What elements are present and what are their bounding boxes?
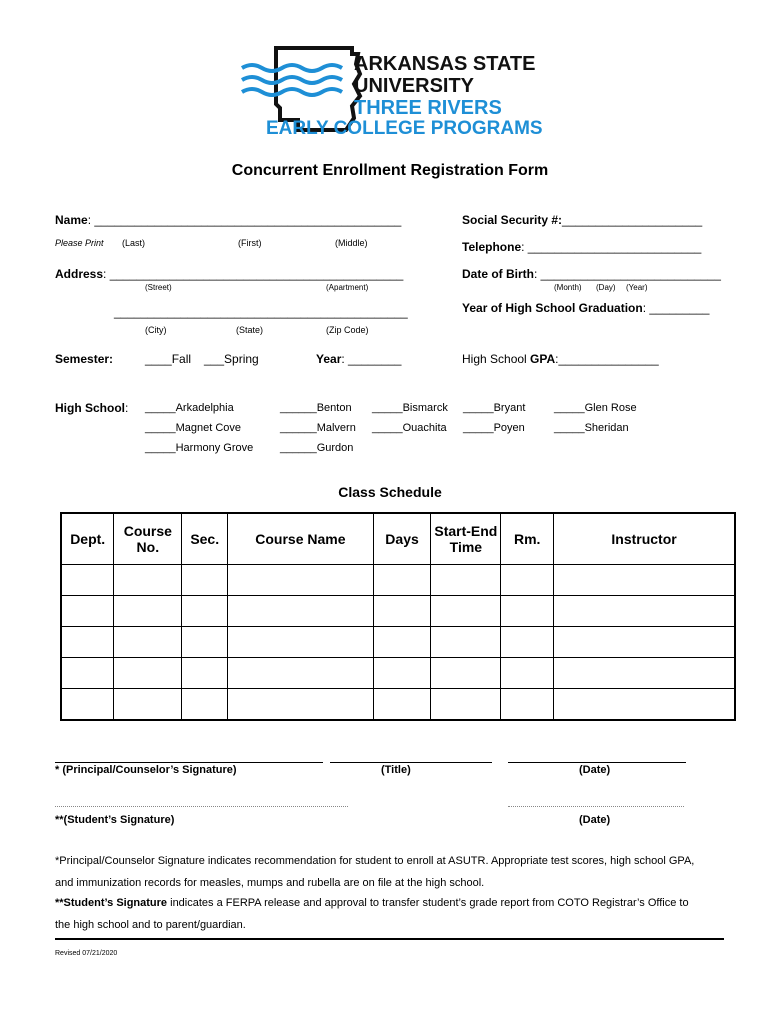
table-cell[interactable]: [373, 689, 431, 721]
table-cell[interactable]: [554, 627, 735, 658]
principal-signature-label: * (Principal/Counselor’s Signature): [55, 764, 237, 776]
graduation-line: : _________: [642, 301, 710, 315]
telephone-field[interactable]: [462, 240, 701, 254]
table-cell[interactable]: [114, 596, 182, 627]
table-cell[interactable]: [114, 658, 182, 689]
col-header-sec: Sec.: [182, 513, 228, 565]
table-row: [61, 689, 735, 721]
table-cell[interactable]: [228, 689, 373, 721]
school-option-ouachita[interactable]: _____Ouachita: [372, 422, 447, 434]
address-field[interactable]: [55, 267, 403, 281]
table-cell[interactable]: [182, 627, 228, 658]
col-header-days: Days: [373, 513, 431, 565]
table-cell[interactable]: [431, 596, 501, 627]
table-cell[interactable]: [182, 565, 228, 596]
name-line: : ______________________________________________: [87, 213, 402, 227]
table-cell[interactable]: [554, 689, 735, 721]
street-hint: (Street): [145, 283, 172, 292]
col-header-time: Start-End Time: [431, 513, 501, 565]
semester-year-label: Year: [316, 352, 342, 366]
col-header-room: Rm.: [501, 513, 554, 565]
telephone-line: : __________________________: [521, 240, 702, 254]
semester-fall-option[interactable]: ____Fall: [145, 352, 192, 366]
col-header-course-name: Course Name: [228, 513, 373, 565]
col-header-dept: Dept.: [61, 513, 114, 565]
note-student-text: indicates a FERPA release and approval to transfer student’s grade report from COTO Registrar’s Office to: [167, 897, 689, 909]
schedule-header-row: [61, 513, 735, 565]
table-row: [61, 565, 735, 596]
table-row: [61, 627, 735, 658]
dob-label: Date of Birth: [462, 267, 534, 281]
table-row: [61, 596, 735, 627]
note-student-bold: **Student’s Signature: [55, 897, 168, 909]
ssn-field[interactable]: [462, 213, 702, 227]
logo-line-4: EARLY COLLEGE PROGRAMS: [266, 118, 543, 139]
ssn-line: _____________________: [562, 213, 703, 227]
dob-line: : ___________________________: [534, 267, 721, 281]
table-cell[interactable]: [114, 627, 182, 658]
month-hint: (Month): [554, 283, 582, 292]
city-hint: (City): [145, 325, 167, 335]
gpa-field[interactable]: [462, 352, 659, 366]
address-line-1: : ____________________________________________: [103, 267, 404, 281]
apartment-hint: (Apartment): [326, 283, 369, 292]
table-cell[interactable]: [431, 658, 501, 689]
table-cell[interactable]: [373, 627, 431, 658]
table-cell[interactable]: [61, 689, 114, 721]
table-cell[interactable]: [182, 596, 228, 627]
schedule-title: Class Schedule: [338, 484, 442, 500]
table-cell[interactable]: [431, 627, 501, 658]
table-cell[interactable]: [228, 565, 373, 596]
ssn-label: Social Security #:: [462, 213, 563, 227]
table-cell[interactable]: [431, 689, 501, 721]
table-cell[interactable]: [373, 565, 431, 596]
high-school-label: High School:: [55, 401, 129, 415]
year-hint: (Year): [626, 283, 648, 292]
table-cell[interactable]: [373, 596, 431, 627]
logo-line-2: UNIVERSITY: [354, 75, 475, 97]
date-label-2: (Date): [579, 814, 611, 826]
table-cell[interactable]: [501, 689, 554, 721]
table-cell[interactable]: [61, 658, 114, 689]
gpa-label: GPA: [530, 352, 556, 366]
river-waves-icon: [240, 60, 360, 110]
table-cell[interactable]: [182, 689, 228, 721]
school-option-malvern[interactable]: ______Malvern: [280, 422, 356, 434]
first-hint: (First): [238, 238, 262, 248]
table-cell[interactable]: [228, 627, 373, 658]
school-option-bismarck[interactable]: _____Bismarck: [372, 402, 448, 414]
state-hint: (State): [236, 325, 264, 335]
school-option-glen-rose[interactable]: _____Glen Rose: [554, 402, 637, 414]
gpa-label-prefix: High School: [462, 352, 531, 366]
graduation-field[interactable]: [462, 301, 709, 315]
form-title: Concurrent Enrollment Registration Form: [231, 162, 549, 179]
table-cell[interactable]: [431, 565, 501, 596]
col-header-course-no: Course No.: [114, 513, 182, 565]
date-label-1: (Date): [579, 764, 611, 776]
table-cell[interactable]: [501, 627, 554, 658]
student-signature-label: **(Student’s Signature): [55, 814, 175, 826]
semester-year-field[interactable]: [316, 352, 401, 366]
logo-line-1: ARKANSAS STATE: [354, 53, 536, 75]
date-signature-line-1[interactable]: [508, 762, 686, 763]
principal-signature-line[interactable]: [55, 762, 323, 763]
table-cell[interactable]: [228, 596, 373, 627]
student-signature-line[interactable]: [55, 806, 348, 807]
table-cell[interactable]: [554, 565, 735, 596]
class-schedule-table: [60, 512, 736, 721]
table-cell[interactable]: [501, 658, 554, 689]
table-cell[interactable]: [182, 658, 228, 689]
logo-line-3: THREE RIVERS: [354, 97, 502, 119]
address-label: Address: [55, 267, 104, 281]
table-cell[interactable]: [554, 658, 735, 689]
name-field[interactable]: [55, 213, 401, 227]
title-signature-line[interactable]: [330, 762, 492, 763]
table-row: [61, 658, 735, 689]
logo: [240, 42, 543, 139]
day-hint: (Day): [596, 283, 616, 292]
date-signature-line-2[interactable]: [508, 806, 684, 807]
table-cell[interactable]: [114, 689, 182, 721]
please-print-hint: Please Print: [55, 238, 104, 248]
graduation-label: Year of High School Graduation: [462, 301, 643, 315]
note-student-line-1: [55, 897, 689, 909]
table-cell[interactable]: [228, 658, 373, 689]
school-option-arkadelphia[interactable]: _____Arkadelphia: [145, 402, 234, 414]
gpa-line: :_______________: [555, 352, 659, 366]
semester-year-line: : ________: [341, 352, 402, 366]
dob-field[interactable]: [462, 267, 721, 281]
table-cell[interactable]: [554, 596, 735, 627]
col-header-instructor: Instructor: [554, 513, 735, 565]
note-principal-line-1: *Principal/Counselor Signature indicates recommendation for student to enroll at ASUTR. Appropriate test scores, high school GPA,: [55, 855, 695, 867]
school-option-gurdon[interactable]: ______Gurdon: [280, 442, 354, 454]
table-cell[interactable]: [114, 565, 182, 596]
school-option-harmony-grove[interactable]: _____Harmony Grove: [145, 442, 254, 454]
semester-label: Semester:: [55, 352, 114, 366]
name-label: Name: [55, 213, 88, 227]
table-cell[interactable]: [501, 565, 554, 596]
table-cell[interactable]: [61, 627, 114, 658]
school-option-bryant[interactable]: _____Bryant: [463, 402, 526, 414]
school-option-magnet-cove[interactable]: _____Magnet Cove: [145, 422, 242, 434]
school-option-sheridan[interactable]: _____Sheridan: [554, 422, 629, 434]
note-principal-line-2: and immunization records for measles, mumps and rubella are on file at the high school.: [55, 877, 485, 889]
table-cell[interactable]: [61, 565, 114, 596]
table-cell[interactable]: [501, 596, 554, 627]
note-student-line-2: the high school and to parent/guardian.: [55, 919, 246, 931]
footer-rule: [55, 938, 724, 940]
revised-date: Revised 07/21/2020: [55, 950, 118, 957]
semester-spring-option[interactable]: ___Spring: [204, 352, 259, 366]
table-cell[interactable]: [61, 596, 114, 627]
last-hint: (Last): [122, 238, 146, 248]
middle-hint: (Middle): [335, 238, 368, 248]
school-option-benton[interactable]: ______Benton: [280, 402, 352, 414]
address-line-2[interactable]: ____________________________________________: [114, 305, 408, 319]
telephone-label: Telephone: [462, 240, 522, 254]
zip-hint: (Zip Code): [326, 325, 369, 335]
school-option-poyen[interactable]: _____Poyen: [463, 422, 525, 434]
title-label: (Title): [381, 764, 411, 776]
table-cell[interactable]: [373, 658, 431, 689]
